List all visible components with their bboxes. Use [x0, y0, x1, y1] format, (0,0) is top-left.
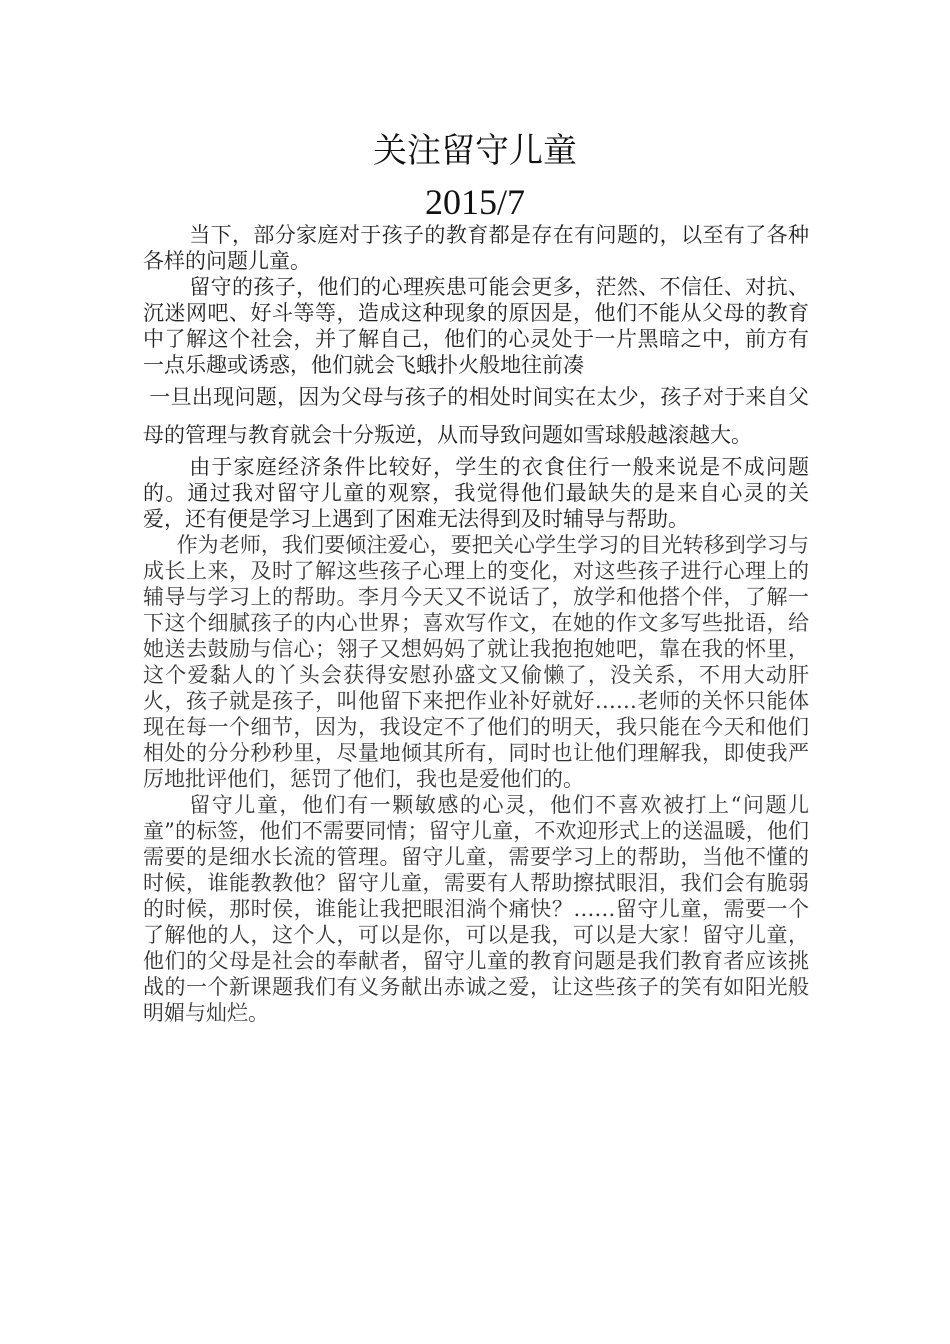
paragraph-3: 一旦出现问题，因为父母与孩子的相处时间实在太少，孩子对于来自父母的管理与教育就会十分叛逆，从而导致问题如雪球般越滚越大。: [143, 385, 809, 447]
paragraph-1: 当下，部分家庭对于孩子的教育都是存在有问题的，以至有了各种各样的问题儿童。: [143, 223, 809, 273]
paragraph-5: 作为老师，我们要倾注爱心，要把关心学生学习的目光转移到学习与成长上来，及时了解这些孩子心理上的变化，对这些孩子进行心理上的辅导与学习上的帮助。李月今天又不说话了，放学和他搭个伴，了解一下这个细腻孩子的内心世界；喜欢写作文，在她的作文多写些批语，给她送去鼓励与信心；翎子又想妈妈了就让我抱抱她吧，靠在我的怀里，这个爱黏人的丫头会获得安慰孙盛文又偷懒了，没关系，不用大动肝火，孩子就是孩子，叫他留下来把作业补好就好……老师的关怀只能体现在每一个细节，因为，我设定不了他们的明天，我只能在今天和他们相处的分分秒秒里，尽量地倾其所有，同时也让他们理解我，即使我严厉地批评他们，惩罚了他们，我也是爱他们的。: [143, 533, 809, 791]
paragraph-2: 留守的孩子，他们的心理疾患可能会更多，茫然、不信任、对抗、沉迷网吧、好斗等等，造成这种现象的原因是，他们不能从父母的教育中了解这个社会，并了解自己，他们的心灵处于一片黑暗之中，前方有一点乐趣或诱惑，他们就会飞蛾扑火般地往前凑: [143, 275, 809, 377]
document-body: [143, 222, 809, 1026]
document-date: 2015/7: [424, 182, 525, 222]
document-title: 关注留守儿童: [373, 131, 577, 171]
paragraph-6: 留守儿童，他们有一颗敏感的心灵，他们不喜欢被打上“问题儿童”的标签，他们不需要同情；留守儿童，不欢迎形式上的送温暖，他们需要的是细水长流的管理。留守儿童，需要学习上的帮助，当他不懂的时候，谁能教教他？留守儿童，需要有人帮助擦拭眼泪，我们会有脆弱的时候，那时侯，谁能让我把眼泪淌个痛快？……留守儿童，需要一个了解他的人，这个人，可以是你，可以是我，可以是大家！留守儿童，他们的父母是社会的奉献者，留守儿童的教育问题是我们教育者应该挑战的一个新课题我们有义务献出赤诚之爱，让这些孩子的笑有如阳光般明媚与灿烂。: [143, 793, 809, 1025]
paragraph-4: 由于家庭经济条件比较好，学生的衣食住行一般来说是不成问题的。通过我对留守儿童的观察，我觉得他们最缺失的是来自心灵的关爱，还有便是学习上遇到了困难无法得到及时辅导与帮助。: [143, 455, 809, 531]
